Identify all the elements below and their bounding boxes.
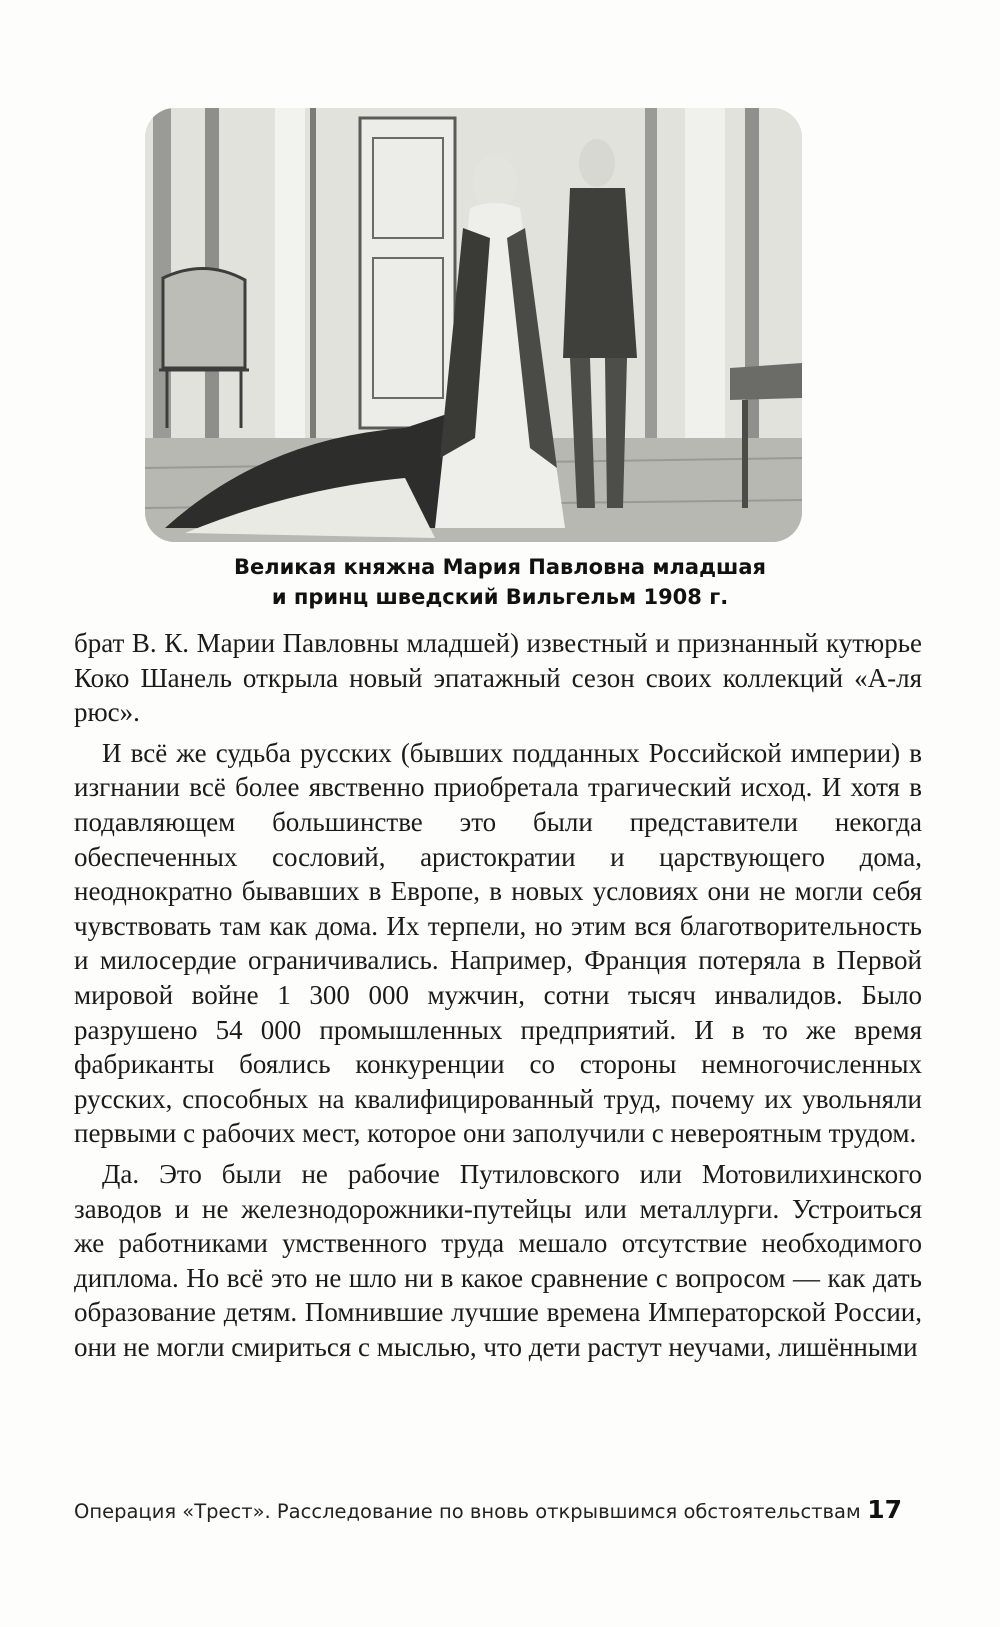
paragraph: брат В. К. Марии Павловны младшей) известный и признанный кутюрье Коко Шанель открыла новый эпатажный сезон своих коллекций «А-ля рюс».: [74, 628, 922, 728]
running-title: Операция «Трест». Расследование по вновь открывшимся обстоятельствам: [74, 1500, 861, 1523]
paragraph: Да. Это были не рабочие Путиловского или Мотовилихинского заводов и не железнодорожники-путейцы или металлурги. Устроиться же работниками умственного труда мешало отсутствие необходимого диплома. Но всё это не шло ни в какое сравнение с вопросом — как дать образование детям. Помнившие лучшие времена Императорской России, они не могли смириться с мыслью, что дети растут неучами, лишёнными: [74, 1158, 922, 1362]
historical-photo: [145, 108, 802, 542]
photo-illustration: [145, 108, 802, 542]
page-number: 17: [867, 1495, 902, 1524]
paragraph: И всё же судьба русских (бывших подданных Российской империи) в изгнании всё более явственно приобретала трагический исход. И хотя в подавляющем большинстве это были представители некогда обеспеченных сословий, аристократии и царствующего дома, неоднократно бывавших в Европе, в новых условиях они не могли себя чувствовать там как дома. Их терпели, но этим вся благотворительность и милосердие ограничивались. Например, Франция потеряла в Первой мировой войне 1 300 000 мужчин, сотни тысяч инвалидов. Было разрушено 54 000 промышленных предприятий. И в то же время фабриканты боялись конкуренции со стороны немногочисленных русских, способных на квалифицированный труд, почему их увольняли первыми с рабочих мест, которое они заполучили с невероятным трудом.: [74, 737, 922, 1149]
photo-caption: [140, 552, 860, 612]
caption-line-2: и принц шведский Вильгельм 1908 г.: [271, 585, 729, 609]
caption-line-1: Великая княжна Мария Павловна младшая: [233, 555, 767, 579]
body-text: [74, 626, 922, 1364]
